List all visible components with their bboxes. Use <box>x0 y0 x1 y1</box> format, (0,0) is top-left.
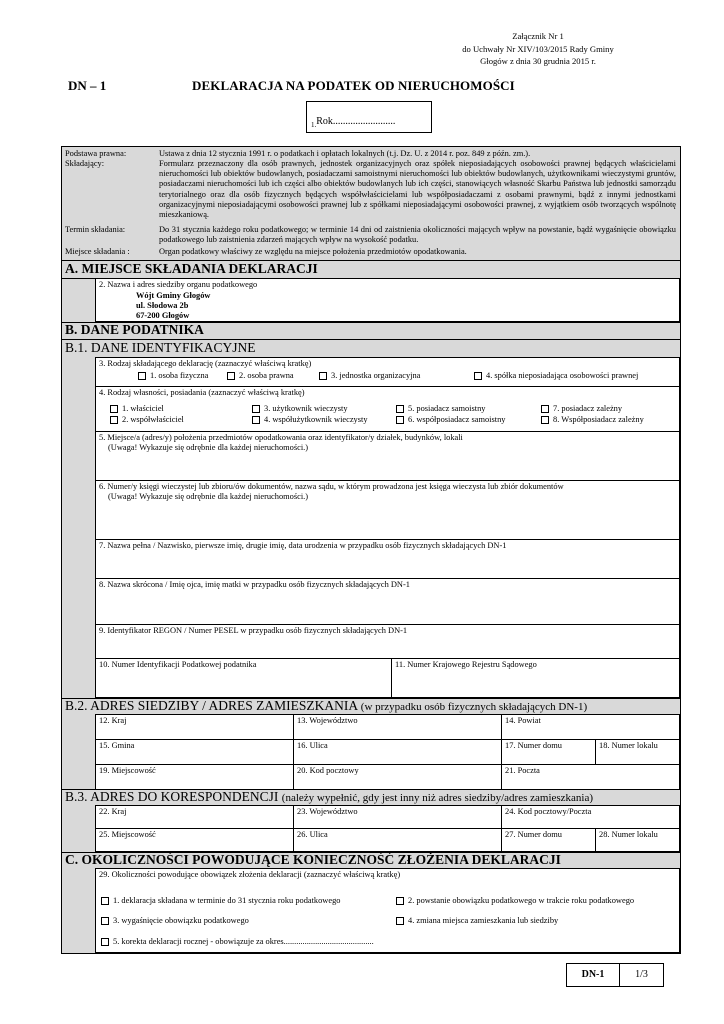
field-13[interactable] <box>293 714 502 740</box>
field-4 <box>95 386 680 432</box>
field-29-label: 29. Okoliczności powodujące obowiązek złożenia deklaracji (zaznaczyć właściwą kratkę) <box>99 870 401 879</box>
field-15-label: 15. Gmina <box>99 741 135 750</box>
podstawa-value: Ustawa z dnia 12 stycznia 1991 r. o podatkach i opłatach lokalnych (t.j. Dz. U. z 2014 r. poz. 849 z późn. zm.). <box>159 149 531 158</box>
section-b2-title: B.2. ADRES SIEDZIBY / ADRES ZAMIESZKANIA (w przypadku osób fizycznych składających DN-1) <box>65 698 588 713</box>
field-9[interactable] <box>95 624 680 659</box>
field-3 <box>95 357 680 387</box>
section-b1-margin <box>62 358 95 698</box>
checkbox[interactable] <box>252 405 260 413</box>
field-8-label: 8. Nazwa skrócona / Imię ojca, imię matki w przypadku osób fizycznych składających DN-1 <box>99 580 410 589</box>
field-23[interactable] <box>293 805 502 829</box>
field-6-label: 6. Numer/y księgi wieczystej lub zbioru/ów dokumentów, nazwa sądu, w którym prowadzona jest księga wieczysta lub zbiór dokumentów <box>99 482 564 491</box>
section-b-title: B. DANE PODATNIKA <box>65 322 204 337</box>
field-27[interactable] <box>501 828 596 852</box>
checkbox[interactable] <box>101 938 109 946</box>
field-4-option-7[interactable]: 7. posiadacz zależny <box>541 404 622 413</box>
skladajacy-key: Składający: <box>65 159 105 168</box>
field-3-option-1[interactable]: 1. osoba fizyczna <box>138 371 208 380</box>
field-29-option-4[interactable]: 4. zmiana miejsca zamieszkania lub siedziby <box>396 916 558 925</box>
skladajacy-value: Formularz przeznaczony dla osób prawnych, jednostek organizacyjnych oraz spółek nieposiadających osobowości prawnej będących właścicielami nieruchomości lub obiektów budowlanych, posiadaczami samoistnymi nieruchomości lub obiektów budowlanych, użytkownikami wieczystymi gruntów, posiadaczami nieruchomości lub ich części albo obiektów budowlanych lub ich części, stanowiących własność Skarbu Państwa lub jednostki samorządu terytorialnego oraz dla osób fizycznych będących współwłaścicielami lub współposiadaczami z osobami prawnymi, bądź z innymi jednostkami organizacyjnymi nieposiadającymi osobowości prawnej lub z spółkami nieposiadającymi osobowości prawnej, z wyjątkiem osób tworzących wspólnotę mieszkaniową. <box>159 159 676 220</box>
field-20-label: 20. Kod pocztowy <box>297 766 359 775</box>
field-29-option-1[interactable]: 1. deklaracja składana w terminie do 31 stycznia roku podatkowego <box>101 896 340 905</box>
organ-address <box>136 291 210 321</box>
checkbox[interactable] <box>110 405 118 413</box>
field-28[interactable] <box>595 828 680 852</box>
field-20[interactable] <box>293 764 502 790</box>
organ-line: 67-200 Głogów <box>136 311 190 320</box>
footer-code: DN-1 <box>567 964 620 986</box>
checkbox[interactable] <box>227 372 235 380</box>
checkbox[interactable] <box>396 917 404 925</box>
field-7[interactable] <box>95 539 680 579</box>
section-c-title: C. OKOLICZNOŚCI POWODUJĄCE KONIECZNOŚĆ ZŁOŻENIA DEKLARACJI <box>65 852 561 867</box>
termin-value: Do 31 stycznia każdego roku podatkowego; w terminie 14 dni od zaistnienia okoliczności mających wpływ na powstanie, bądź wygaśnięcie obowiązku podatkowego lub zaistnienia zdarzeń mających wpływ na wysokość podatku. <box>159 225 676 245</box>
field-4-option-8[interactable]: 8. Współposiadacz zależny <box>541 415 644 424</box>
field-4-option-2[interactable]: 2. współwłaściciel <box>110 415 184 424</box>
field-9-label: 9. Identyfikator REGON / Numer PESEL w przypadku osób fizycznych składających DN-1 <box>99 626 408 635</box>
rok-field[interactable] <box>306 101 432 133</box>
field-8[interactable] <box>95 578 680 625</box>
field-26[interactable] <box>293 828 502 852</box>
reference-line: Głogów z dnia 30 grudnia 2015 r. <box>480 56 596 66</box>
checkbox[interactable] <box>396 897 404 905</box>
reference-line: Załącznik Nr 1 <box>512 31 564 41</box>
field-23-label: 23. Województwo <box>297 807 358 816</box>
field-10[interactable] <box>95 658 392 698</box>
field-3-option-2[interactable]: 2. osoba prawna <box>227 371 294 380</box>
checkbox[interactable] <box>101 897 109 905</box>
checkbox[interactable] <box>110 416 118 424</box>
intro-text <box>62 147 680 259</box>
field-10-label: 10. Numer Identyfikacji Podatkowej podatnika <box>99 660 257 669</box>
field-7-label: 7. Nazwa pełna / Nazwisko, pierwsze imię, drugie imię, data urodzenia w przypadku osób fizycznych składających DN-1 <box>99 541 507 550</box>
field-29-option-3[interactable]: 3. wygaśnięcie obowiązku podatkowego <box>101 916 249 925</box>
field-4-option-6[interactable]: 6. współposiadacz samoistny <box>396 415 505 424</box>
field-15[interactable] <box>95 739 294 765</box>
section-a-title: A. MIEJSCE SKŁADANIA DEKLARACJI <box>65 261 318 276</box>
field-4-option-4[interactable]: 4. współużytkownik wieczysty <box>252 415 368 424</box>
reference-line: do Uchwały Nr XIV/103/2015 Rady Gminy <box>462 43 614 54</box>
page-number: 1/3 <box>635 969 648 980</box>
field-17[interactable] <box>501 739 596 765</box>
declaration-form <box>61 146 681 954</box>
form-title: DEKLARACJA NA PODATEK OD NIERUCHOMOŚCI <box>192 78 515 93</box>
section-b1-title: B.1. DANE IDENTYFIKACYJNE <box>65 340 256 355</box>
field-21[interactable] <box>501 764 680 790</box>
field-28-label: 28. Numer lokalu <box>599 830 658 839</box>
field-22[interactable] <box>95 805 294 829</box>
field-12-label: 12. Kraj <box>99 716 127 725</box>
field-3-label: 3. Rodzaj składającego deklarację (zaznaczyć właściwą kratkę) <box>99 359 312 368</box>
checkbox[interactable] <box>396 416 404 424</box>
checkbox[interactable] <box>138 372 146 380</box>
section-b2-margin <box>62 715 95 789</box>
field-19-label: 19. Miejscowość <box>99 766 156 775</box>
field-4-option-1[interactable]: 1. właściciel <box>110 404 164 413</box>
field-16-label: 16. Ulica <box>297 741 328 750</box>
miejsce-key: Miejsce składania : <box>65 247 130 256</box>
organ-line: ul. Słodowa 2b <box>136 301 189 310</box>
miejsce-value: Organ podatkowy właściwy ze względu na miejsce położenia przedmiotów opodatkowania. <box>159 247 467 256</box>
organ-line: Wójt Gminy Głogów <box>136 291 211 300</box>
field-26-label: 26. Ulica <box>297 830 328 839</box>
field-2-label: 2. Nazwa i adres siedziby organu podatkowego <box>99 280 258 289</box>
field-4-option-3[interactable]: 3. użytkownik wieczysty <box>252 404 348 413</box>
field-18[interactable] <box>595 739 680 765</box>
field-21-label: 21. Poczta <box>505 766 540 775</box>
section-a-margin <box>62 278 95 323</box>
field-3-option-4[interactable]: 4. spółka nieposiadająca osobowości prawnej <box>474 371 638 380</box>
field-5[interactable] <box>95 431 680 481</box>
field-14[interactable] <box>501 714 680 740</box>
field-22-label: 22. Kraj <box>99 807 127 816</box>
checkbox[interactable] <box>541 416 549 424</box>
rok-label: $_{1.}$Rok......................... <box>311 116 396 129</box>
checkbox[interactable] <box>474 372 482 380</box>
field-29-option-2[interactable]: 2. powstanie obowiązku podatkowego w trakcie roku podatkowego <box>396 896 634 905</box>
field-27-label: 27. Numer domu <box>505 830 562 839</box>
field-29-option-5[interactable]: 5. korekta deklaracji rocznej - obowiązuje za okres........................................... <box>101 937 374 946</box>
page-footer <box>566 963 664 987</box>
field-18-label: 18. Numer lokalu <box>599 741 658 750</box>
field-3-option-3[interactable]: 3. jednostka organizacyjna <box>319 371 420 380</box>
section-b3-title: B.3. ADRES DO KORESPONDENCJI (należy wypełnić, gdy jest inny niż adres siedziby/adres zamieszkania) <box>65 789 594 804</box>
field-13-label: 13. Województwo <box>297 716 358 725</box>
checkbox[interactable] <box>252 416 260 424</box>
field-12[interactable] <box>95 714 294 740</box>
field-17-label: 17. Numer domu <box>505 741 562 750</box>
field-19[interactable] <box>95 764 294 790</box>
checkbox[interactable] <box>396 405 404 413</box>
termin-key: Termin składania: <box>65 225 126 234</box>
field-4-option-5[interactable]: 5. posiadacz samoistny <box>396 404 485 413</box>
attachment-reference <box>438 30 638 68</box>
podstawa-key: Podstawa prawna: <box>65 149 127 158</box>
field-25[interactable] <box>95 828 294 852</box>
field-6-note: (Uwaga! Wykazuje się odrębnie dla każdej nieruchomości.) <box>108 492 309 501</box>
field-14-label: 14. Powiat <box>505 716 541 725</box>
field-2-organ <box>95 278 680 322</box>
field-11[interactable] <box>391 658 680 698</box>
checkbox[interactable] <box>319 372 327 380</box>
field-5-label: 5. Miejsce/a (adres/y) położenia przedmiotów opodatkowania oraz identyfikator/y działek, budynków, lokali <box>99 433 463 442</box>
field-6[interactable] <box>95 480 680 540</box>
section-b3-margin <box>62 806 95 852</box>
checkbox[interactable] <box>541 405 549 413</box>
field-29 <box>95 868 680 953</box>
field-4-label: 4. Rodzaj własności, posiadania (zaznaczyć właściwą kratkę) <box>99 388 305 397</box>
checkbox[interactable] <box>101 917 109 925</box>
field-11-label: 11. Numer Krajowego Rejestru Sądowego <box>395 660 537 669</box>
field-16[interactable] <box>293 739 502 765</box>
field-25-label: 25. Miejscowość <box>99 830 156 839</box>
form-code: DN – 1 <box>68 78 107 93</box>
field-24-label: 24. Kod pocztowy/Poczta <box>505 807 592 816</box>
section-c-margin <box>62 869 95 953</box>
field-24[interactable] <box>501 805 680 829</box>
field-5-note: (Uwaga! Wykazuje się odrębnie dla każdej nieruchomości.) <box>108 443 309 452</box>
